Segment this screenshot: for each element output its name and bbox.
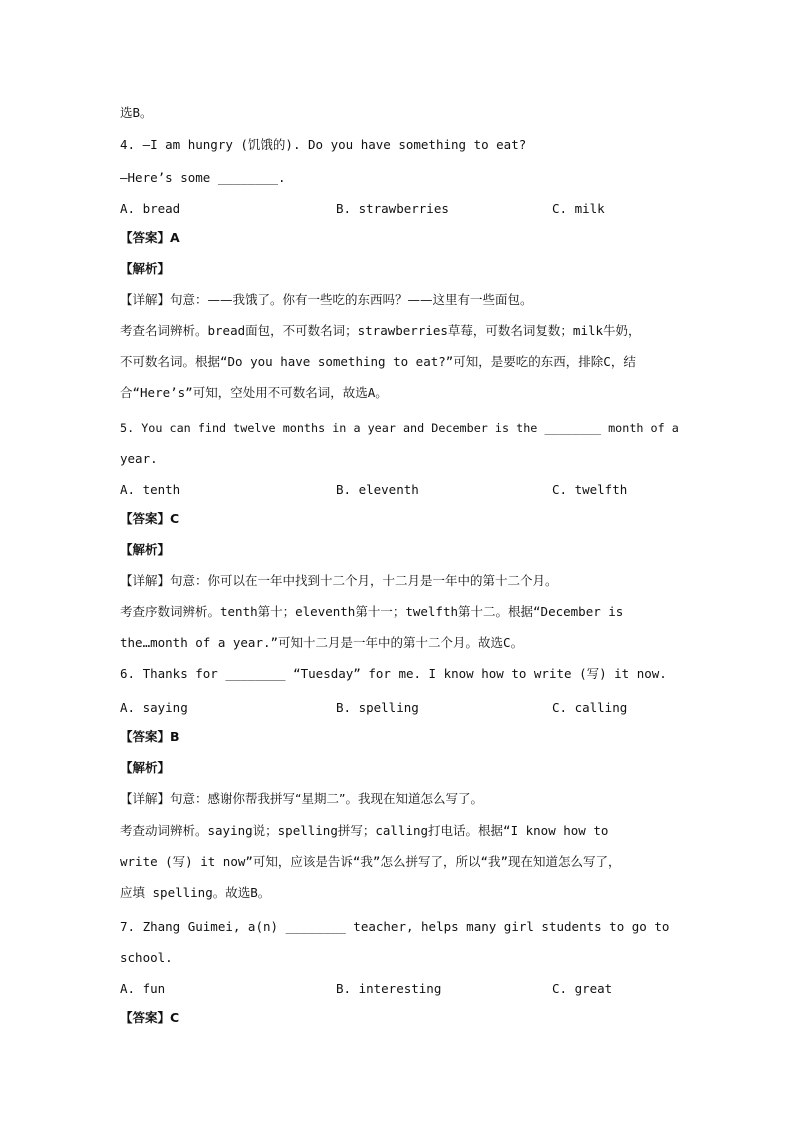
q4-detail: 【详解】句意：——我饿了。你有一些吃的东西吗？——这里有一些面包。 xyxy=(120,292,533,307)
q5-analysis-heading: 【解析】 xyxy=(120,542,171,557)
question-5-stem: 5. You can find twelve months in a year and December is the ________ month of a xyxy=(120,421,679,435)
q7-option-b: B. interesting xyxy=(336,981,442,996)
q7-answer: 【答案】C xyxy=(120,1010,180,1025)
q5-option-c: C. twelfth xyxy=(552,482,628,497)
q4-explanation-line: 合“Here’s”可知，空处用不可数名词，故选A。 xyxy=(120,385,388,400)
q4-answer: 【答案】A xyxy=(120,230,180,245)
q6-explanation-line: 考查动词辨析。saying说；spelling拼写；calling打电话。根据“I know how to xyxy=(120,823,609,838)
q4-analysis-heading: 【解析】 xyxy=(120,261,171,276)
question-7-stem-cont: school. xyxy=(120,950,173,965)
question-7-stem: 7. Zhang Guimei, a(n) ________ teacher, helps many girl students to go to xyxy=(120,919,670,934)
q7-option-c: C. great xyxy=(552,981,613,996)
q5-option-a: A. tenth xyxy=(120,482,181,497)
q4-option-b: B. strawberries xyxy=(336,201,449,216)
q4-option-c: C. milk xyxy=(552,201,605,216)
question-5-stem-cont: year. xyxy=(120,451,158,466)
q6-analysis-heading: 【解析】 xyxy=(120,760,171,775)
q6-explanation-line: 应填 spelling。故选B。 xyxy=(120,885,271,900)
q6-answer: 【答案】B xyxy=(120,729,180,744)
q5-explanation-line: the…month of a year.”可知十二月是一年中的第十二个月。故选C。 xyxy=(120,635,524,650)
q4-option-a: A. bread xyxy=(120,201,181,216)
q6-explanation-line: write (写) it now”可知，应该是告诉“我”怎么拼写了，所以“我”现在知道怎么写了， xyxy=(120,854,621,869)
q5-answer: 【答案】C xyxy=(120,511,180,526)
question-4-reply: —Here’s some ________. xyxy=(120,170,286,185)
q4-explanation-line: 不可数名词。根据“Do you have something to eat?”可知，是要吃的东西，排除C，结 xyxy=(120,354,636,369)
q6-option-b: B. spelling xyxy=(336,700,419,715)
q6-detail: 【详解】句意：感谢你帮我拼写“星期二”。我现在知道怎么写了。 xyxy=(120,791,483,806)
q4-explanation-line: 考查名词辨析。bread面包，不可数名词；strawberries草莓，可数名词复数；milk牛奶， xyxy=(120,323,641,338)
question-6-stem: 6. Thanks for ________ “Tuesday” for me. I know how to write (写) it now. xyxy=(120,666,667,681)
question-4-stem: 4. —I am hungry (饥饿的). Do you have something to eat? xyxy=(120,137,527,152)
q6-option-c: C. calling xyxy=(552,700,628,715)
q6-option-a: A. saying xyxy=(120,700,188,715)
q5-detail: 【详解】句意：你可以在一年中找到十二个月，十二月是一年中的第十二个月。 xyxy=(120,573,558,588)
q7-option-a: A. fun xyxy=(120,981,166,996)
q5-option-b: B. eleventh xyxy=(336,482,419,497)
q5-explanation-line: 考查序数词辨析。tenth第十；eleventh第十一；twelfth第十二。根据“December is xyxy=(120,604,624,619)
text-line: 选B。 xyxy=(120,105,153,120)
